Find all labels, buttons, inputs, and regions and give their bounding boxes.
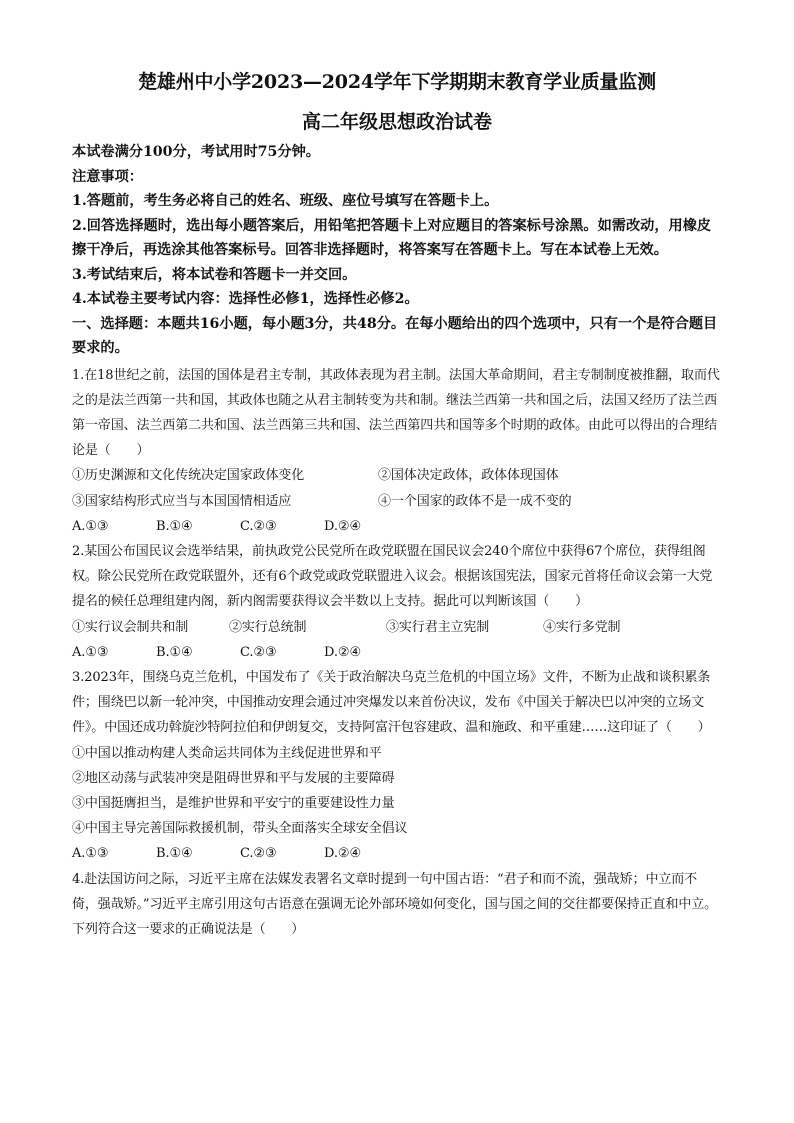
question-1-choice-a: A.①③ — [72, 518, 109, 534]
question-1-choice-d: D.②④ — [324, 518, 362, 534]
question-3-choice-b: B.①④ — [156, 846, 193, 862]
question-1-item-4: ④一个国家的政体不是一成不变的 — [378, 493, 572, 509]
question-1-item-3: ③国家结构形式应当与本国国情相适应 — [72, 493, 292, 509]
question-1-choices — [72, 514, 722, 539]
notice-item-1: 1.答题前，考生务必将自己的姓名、班级、座位号填写在答题卡上。 — [72, 193, 499, 209]
notice-item-4: 4.本试卷主要考试内容：选择性必修1，选择性必修2。 — [72, 291, 419, 307]
notice-heading: 注意事项： — [72, 168, 143, 185]
question-2-stem: 2.某国公布国民议会选举结果，前执政党公民党所在政党联盟在国民议会240个席位中获得67个席位，获得组阁权。除公民党所在政党联盟外，还有6个政党或政党联盟进入议会。根据该国宪法，国家元首将任命议会第一大党提名的候任总理组建内阁，新内阁需要获得议会半数以上支持。据此可以判断该国（ ） — [72, 543, 713, 610]
question-1-items-row-1 — [72, 463, 722, 488]
score-note: 本试卷满分100分，考试用时75分钟。 — [72, 144, 320, 160]
question-2-items — [72, 615, 722, 640]
question-1-item-2: ②国体决定政体，政体体现国体 — [378, 468, 559, 484]
question-2-item-2: ②实行总统制 — [229, 619, 307, 635]
exam-subtitle: 高二年级思想政治试卷 — [301, 111, 492, 133]
question-2-choice-b: B.①④ — [156, 644, 193, 660]
exam-title: 楚雄州中小学2023—2024学年下学期期末教育学业质量监测 — [138, 71, 656, 93]
notice-item-2: 2.回答选择题时，选出每小题答案后，用铅笔把答题卡上对应题目的答案标号涂黑。如需改动，用橡皮擦干净后，再选涂其他答案标号。回答非选择题时，将答案写在答题卡上。写在本试卷上无效。 — [72, 217, 712, 258]
notice-item-3: 3.考试结束后，将本试卷和答题卡一并交回。 — [72, 266, 357, 283]
question-3-item-1: ①中国以推动构建人类命运共同体为主线促进世界和平 — [72, 745, 382, 761]
question-2-item-3: ③实行君主立宪制 — [386, 619, 490, 635]
question-3-item-2: ②地区动荡与武装冲突是阻碍世界和平与发展的主要障碍 — [72, 770, 395, 786]
question-2-choice-a: A.①③ — [72, 644, 109, 660]
question-3-choice-c: C.②③ — [240, 846, 277, 862]
question-3-stem: 3.2023年，围绕乌克兰危机，中国发布了《关于政治解决乌克兰危机的中国立场》文件，不断为止战和谈积累条件；围绕巴以新一轮冲突，中国推动安理会通过冲突爆发以来首份决议，发布《中国关于解决巴以冲突的立场文件》。中国还成功斡旋沙特阿拉伯和伊朗复交，支持阿富汗包容建政、温和施政、和平重建……这印证了（ ） — [72, 669, 711, 736]
question-2-item-1: ①实行议会制共和制 — [72, 619, 189, 635]
question-4-stem: 4.赴法国访问之际，习近平主席在法媒发表署名文章时提到一句中国古语：“君子和而不流，强哉矫；中立而不倚，强哉矫。”习近平主席引用这句古语意在强调无论外部环境如何变化，国与国之间的交往都要保持正直和中立。下列符合这一要求的正确说法是（ ） — [72, 871, 718, 937]
question-1-choice-b: B.①④ — [156, 518, 193, 534]
question-3-item-4: ④中国主导完善国际救援机制，带头全面落实全球安全倡议 — [72, 821, 408, 837]
question-1-stem: 1.在18世纪之前，法国的国体是君主专制，其政体表现为君主制。法国大革命期间，君主专制制度被推翻，取而代之的是法兰西第一共和国，其政体也随之从君主制转变为共和制。继法兰西第一共和国之后，法国又经历了法兰西第一帝国、法兰西第二共和国、法兰西第三共和国、法兰西第四共和国等多个时期的政体。由此可以得出的合理结论是（ ） — [72, 367, 720, 459]
question-3-choice-a: A.①③ — [72, 846, 109, 862]
question-2-choices — [72, 640, 722, 665]
section-title: 一、选择题：本题共16小题，每小题3分，共48分。在每小题给出的四个选项中，只有一个是符合题目要求的。 — [72, 315, 718, 356]
question-3-item-3: ③中国挺膺担当，是维护世界和平安宁的重要建设性力量 — [72, 795, 395, 811]
question-1-items-row-2 — [72, 489, 722, 514]
question-3-choices — [72, 841, 722, 866]
exam-page — [72, 68, 722, 942]
question-3-choice-d: D.②④ — [324, 846, 362, 862]
question-1-item-1: ①历史渊源和文化传统决定国家政体变化 — [72, 468, 305, 484]
question-2-item-4: ④实行多党制 — [543, 619, 621, 635]
question-1-choice-c: C.②③ — [240, 518, 277, 534]
question-2-choice-c: C.②③ — [240, 644, 277, 660]
question-2-choice-d: D.②④ — [324, 644, 362, 660]
